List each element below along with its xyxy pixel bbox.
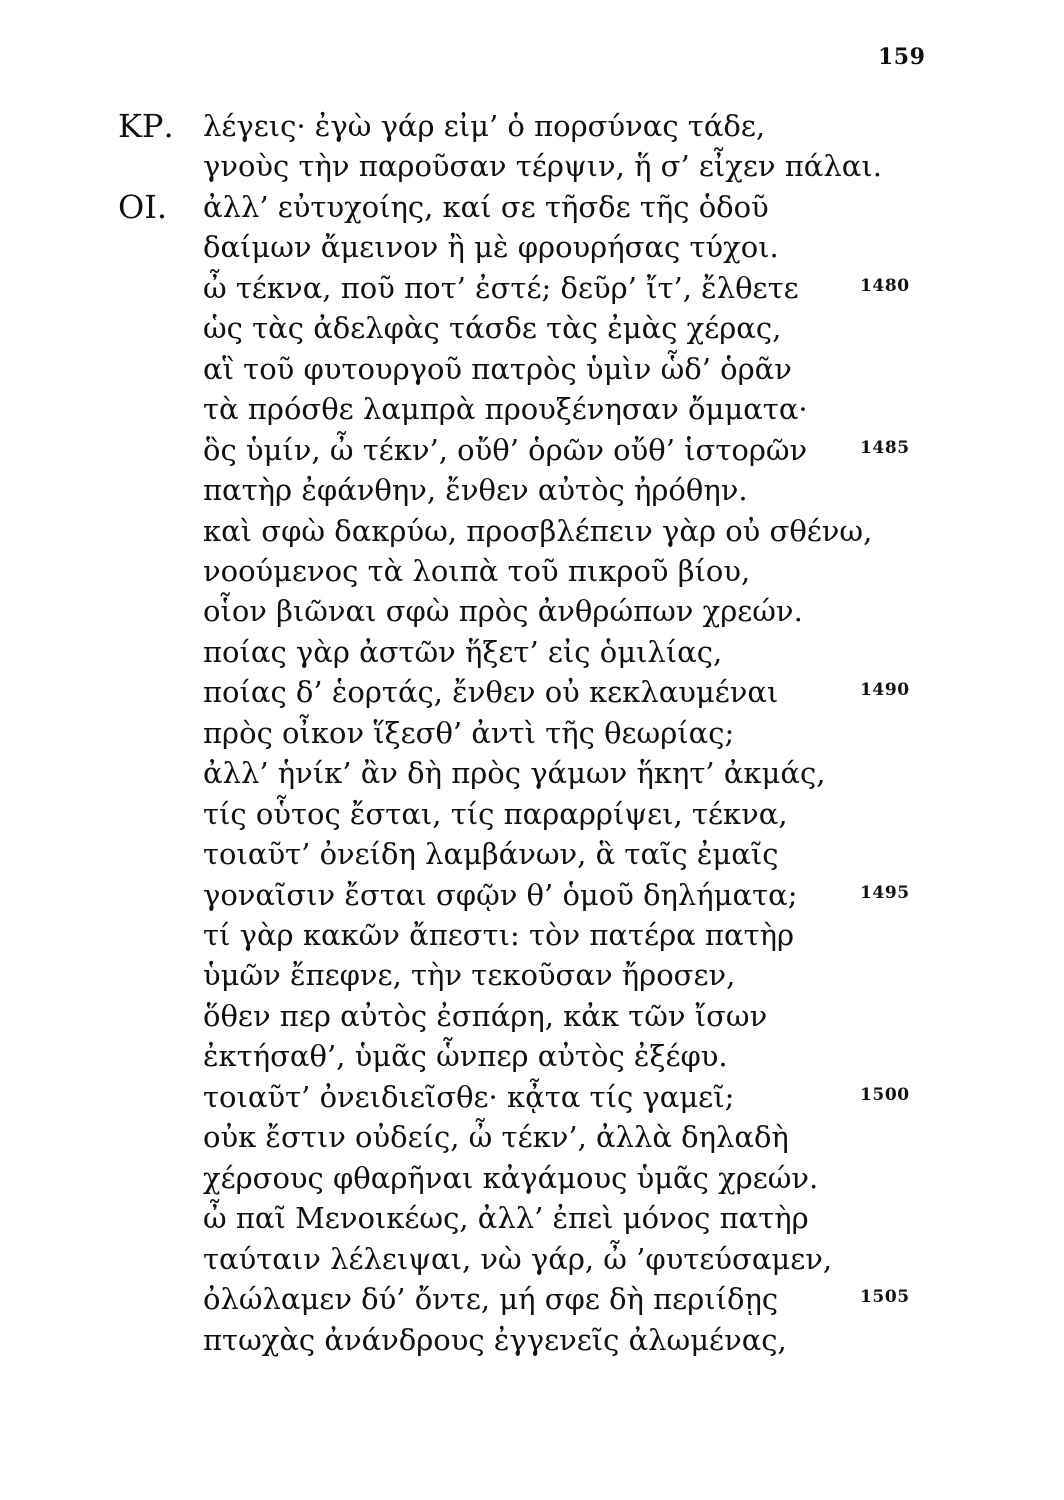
verse-line	[0, 349, 1064, 389]
verse-text: χέρσους φθαρῆναι κἀγάμους ὑμᾶς χρεών.	[203, 1160, 819, 1195]
speaker-label: ΟΙ.	[118, 187, 168, 226]
verse-line	[0, 1077, 1064, 1117]
verse-line	[0, 268, 1064, 308]
verse-text: τί γὰρ κακῶν ἄπεστι: τὸν πατέρα πατὴρ	[203, 918, 795, 952]
verse-line	[0, 227, 1064, 267]
verse-line	[0, 308, 1064, 348]
verse-line	[0, 955, 1064, 995]
verse-text: ἀλλ’ ἡνίκ’ ἂν δὴ πρὸς γάμων ἥκητ’ ἀκμάς,	[203, 756, 826, 791]
verse-text: τίς οὗτος ἔσται, τίς παραρρίψει, τέκνα,	[203, 796, 788, 831]
verse-text: ποίας δ’ ἑορτάς, ἔνθεν οὐ κεκλαυμέναι	[203, 675, 779, 710]
verse-text: οἷον βιῶναι σφὼ πρὸς ἀνθρώπων χρεών.	[203, 594, 803, 629]
verse-text: πρὸς οἶκον ἵξεσθ’ ἀντὶ τῆς θεωρίας;	[203, 715, 735, 750]
verse-text: αἳ τοῦ φυτουργοῦ πατρὸς ὑμὶν ὧδ’ ὁρᾶν	[203, 351, 792, 386]
verse-text: δαίμων ἄμεινον ἢ μὲ φρουρήσας τύχοι.	[203, 230, 779, 265]
verse-text: ὦ τέκνα, ποῦ ποτ’ ἐστέ; δεῦρ’ ἴτ’, ἔλθετε	[203, 270, 799, 305]
verse-line	[0, 1158, 1064, 1198]
verse-line	[0, 511, 1064, 551]
verse-text: πατὴρ ἐφάνθην, ἔνθεν αὐτὸς ἠρόθην.	[203, 473, 748, 508]
verse-line	[0, 1279, 1064, 1319]
verse-text: γοναῖσιν ἔσται σφῷν θ’ ὁμοῦ δηλήματα;	[203, 877, 798, 912]
verse-line	[0, 1117, 1064, 1157]
verse-text: ποίας γὰρ ἀστῶν ἥξετ’ εἰς ὁμιλίας,	[203, 634, 723, 669]
verse-line	[0, 996, 1064, 1036]
verse-text: τοιαῦτ’ ὀνειδιεῖσθε· κᾆτα τίς γαμεῖ;	[203, 1079, 735, 1114]
line-number: 1485	[860, 437, 910, 458]
verse-text: γνοὺς τὴν παροῦσαν τέρψιν, ἥ σ’ εἶχεν πάλαι.	[203, 149, 882, 184]
verse-line	[0, 146, 1064, 186]
verse-line	[0, 672, 1064, 712]
verse-text: τοιαῦτ’ ὀνείδη λαμβάνων, ἃ ταῖς ἐμαῖς	[203, 837, 779, 872]
line-number: 1495	[860, 882, 910, 903]
verse-line	[0, 591, 1064, 631]
line-number: 1505	[860, 1287, 910, 1308]
verse-text: τὰ πρόσθε λαμπρὰ προυξένησαν ὄμματα·	[203, 392, 808, 427]
verse-line	[0, 106, 1064, 146]
speaker-label: ΚΡ.	[118, 107, 174, 145]
verse-text: καὶ σφὼ δακρύω, προσβλέπειν γὰρ οὐ σθένω,	[203, 513, 873, 548]
line-number: 1500	[860, 1084, 910, 1105]
verse-text: ὦ παῖ Μενοικέως, ἀλλ’ ἐπεὶ μόνος πατὴρ	[203, 1201, 809, 1236]
page-number: 159	[878, 44, 926, 70]
verse-text: πτωχὰς ἀνάνδρους ἐγγενεῖς ἀλωμένας,	[203, 1322, 787, 1357]
line-number: 1490	[860, 680, 910, 701]
verse-text: ὃς ὑμίν, ὦ τέκν’, οὔθ’ ὁρῶν οὔθ’ ἱστορῶν	[203, 432, 808, 467]
verse-text: λέγεις· ἐγὼ γάρ εἰμ’ ὁ πορσύνας τάδε,	[203, 109, 766, 143]
verse-line	[0, 470, 1064, 510]
verse-line	[0, 1320, 1064, 1360]
verse-text: νοούμενος τὰ λοιπὰ τοῦ πικροῦ βίου,	[203, 553, 751, 588]
verse-text: ὑμῶν ἔπεφνε, τὴν τεκοῦσαν ἤροσεν,	[203, 958, 736, 993]
verse-line	[0, 632, 1064, 672]
verse-text: ὅθεν περ αὐτὸς ἐσπάρη, κἀκ τῶν ἴσων	[203, 998, 768, 1033]
verse-line	[0, 875, 1064, 915]
verse-text: ὀλώλαμεν δύ’ ὄντε, μή σφε δὴ περιίδῃς	[203, 1282, 779, 1317]
verse-text: ἐκτήσαθ’, ὑμᾶς ὧνπερ αὐτὸς ἐξέφυ.	[203, 1039, 728, 1074]
verse-line	[0, 430, 1064, 470]
verse-text: ὡς τὰς ἀδελφὰς τάσδε τὰς ἐμὰς χέρας,	[203, 311, 782, 346]
verse-line	[0, 1036, 1064, 1076]
verse-text: οὐκ ἔστιν οὐδείς, ὦ τέκν’, ἀλλὰ δηλαδὴ	[203, 1120, 789, 1155]
line-number: 1480	[860, 275, 910, 296]
verse-text: ταύταιν λέλειψαι, νὼ γάρ, ὦ ’φυτεύσαμεν,	[203, 1241, 833, 1276]
verse-line	[0, 834, 1064, 874]
verse-line	[0, 1239, 1064, 1279]
verse-line	[0, 551, 1064, 591]
verse-line	[0, 753, 1064, 793]
verse-line	[0, 187, 1064, 227]
verse-line	[0, 713, 1064, 753]
verse-line	[0, 1198, 1064, 1238]
verse-line	[0, 794, 1064, 834]
verse-line	[0, 389, 1064, 429]
verse-line	[0, 915, 1064, 955]
verse-text: ἀλλ’ εὐτυχοίης, καί σε τῆσδε τῆς ὁδοῦ	[203, 189, 769, 224]
